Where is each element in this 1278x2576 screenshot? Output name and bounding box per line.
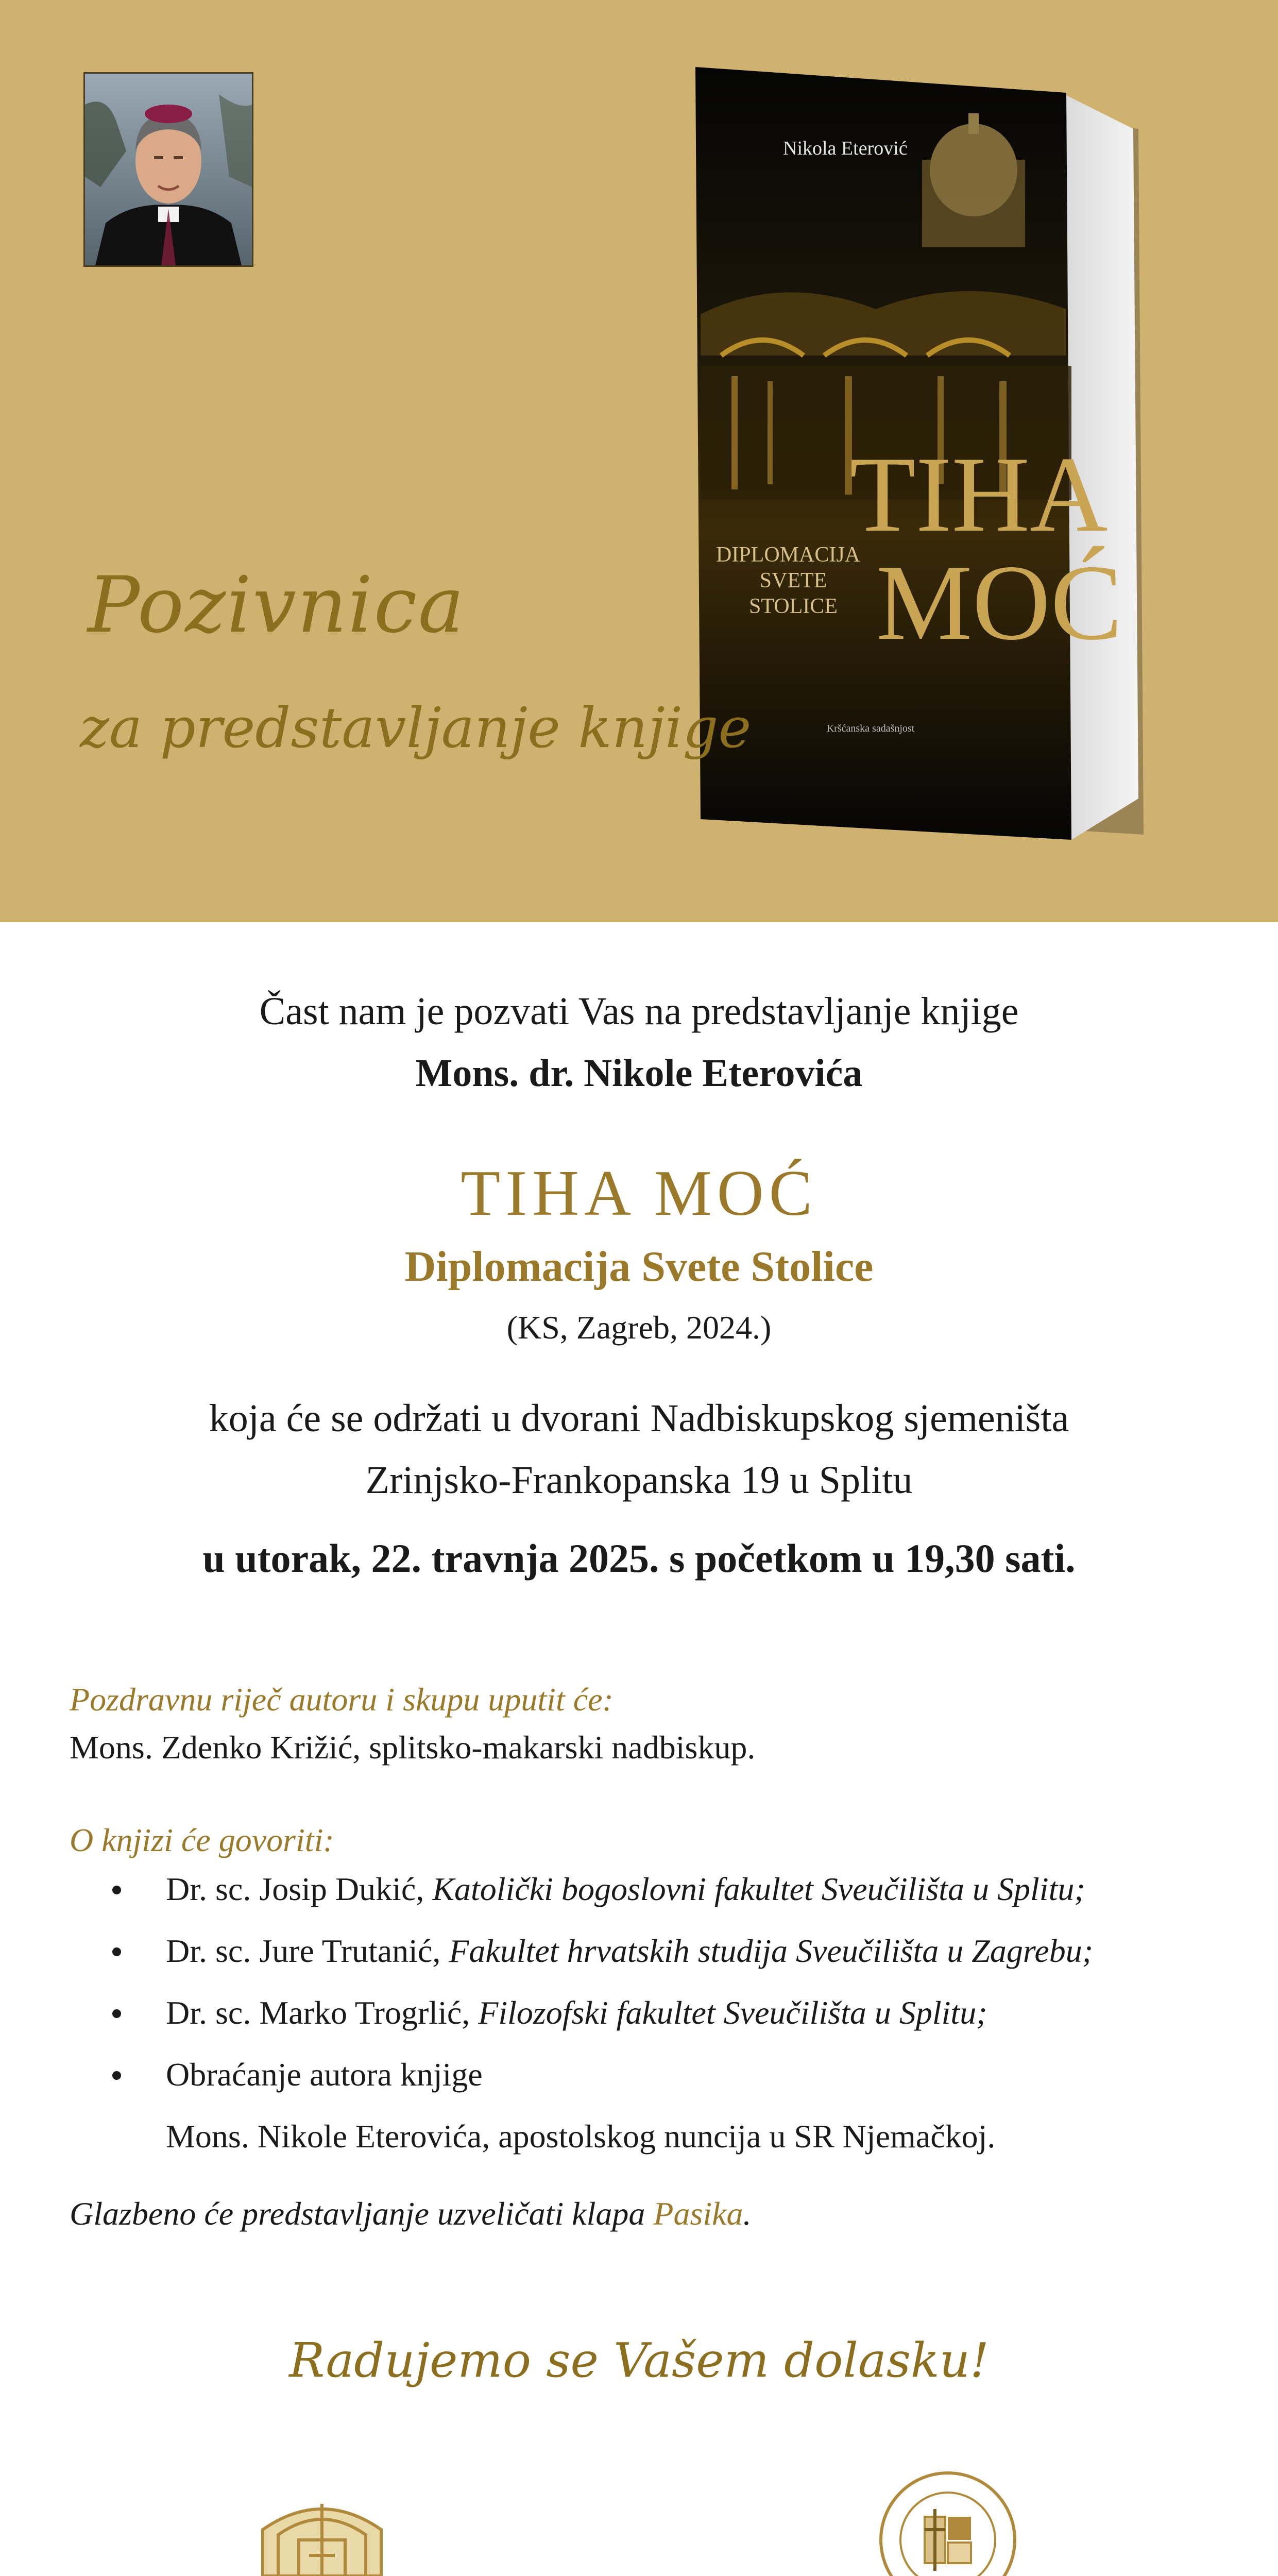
cover-title-line1: TIHA bbox=[849, 435, 1108, 554]
cover-subtitle-line3: STOLICE bbox=[749, 595, 838, 618]
faculty-seal-logo bbox=[876, 2468, 1020, 2576]
speaker-name: Dr. sc. Josip Dukić, bbox=[166, 1871, 433, 1907]
intro-text: Čast nam je pozvati Vas na predstavljanje knjige bbox=[259, 990, 1019, 1033]
cover-subtitle-line2: SVETE bbox=[759, 569, 827, 592]
author-address-line-2: Mons. Nikole Eterovića, apostolskog nuncija u SR Njemačkoj. bbox=[166, 2118, 996, 2155]
archdiocese-logo bbox=[247, 2483, 397, 2576]
venue-line-1: koja će se održati u dvorani Nadbiskupskog sjemeništa bbox=[209, 1397, 1069, 1440]
event-date: u utorak, 22. travnja 2025. s početkom u 19,30 sati. bbox=[202, 1536, 1076, 1581]
speaker-affiliation: Fakultet hrvatskih studija Sveučilišta u Zagrebu; bbox=[449, 1933, 1094, 1969]
author-portrait bbox=[83, 72, 253, 267]
bullet-icon bbox=[112, 1886, 121, 1894]
speaker-name: Dr. sc. Jure Trutanić, bbox=[166, 1933, 449, 1969]
welcome-message: Radujemo se Vašem dolasku! bbox=[289, 2333, 989, 2388]
speakers-heading: O knjizi će govoriti: bbox=[70, 1822, 334, 1858]
speaker-affiliation: Katolički bogoslovni fakultet Sveučilišta u Splitu; bbox=[432, 1871, 1085, 1907]
speaker-name: Dr. sc. Marko Trogrlić, bbox=[166, 1994, 479, 2031]
book-title: TIHA MOĆ bbox=[461, 1158, 817, 1229]
greeting-heading: Pozdravnu riječ autoru i skupu uputit će: bbox=[70, 1681, 614, 1718]
music-end: . bbox=[743, 2195, 752, 2232]
greeting-text: Mons. Zdenko Križić, splitsko-makarski nadbiskup. bbox=[70, 1729, 756, 1766]
venue-line-2: Zrinjsko-Frankopanska 19 u Splitu bbox=[365, 1459, 913, 1502]
cover-publisher: Kršćanska sadašnjost bbox=[826, 723, 915, 734]
portrait-image bbox=[85, 74, 252, 265]
author-name: Mons. dr. Nikole Eterovića bbox=[415, 1052, 863, 1095]
book-subtitle: Diplomacija Svete Stolice bbox=[404, 1243, 874, 1291]
cover-subtitle-line1: DIPLOMACIJA bbox=[715, 543, 861, 567]
invitation-title: Pozivnica bbox=[88, 561, 465, 650]
music-note bbox=[70, 2195, 752, 2233]
bullet-icon bbox=[112, 2071, 121, 2080]
publication-info: (KS, Zagreb, 2024.) bbox=[506, 1309, 772, 1346]
ensemble-name: Pasika bbox=[653, 2195, 743, 2232]
bullet-icon bbox=[112, 1947, 121, 1956]
music-text: Glazbeno će predstavljanje uzveličati klapa bbox=[70, 2195, 654, 2232]
bullet-icon bbox=[112, 2009, 121, 2018]
cover-title-line2: MOĆ bbox=[876, 543, 1123, 663]
book-cover-image bbox=[690, 67, 1154, 850]
cover-author: Nikola Eterović bbox=[783, 138, 908, 159]
invitation-subtitle: za predstavljanje knjige bbox=[80, 696, 752, 760]
speaker-affiliation: Filozofski fakultet Sveučilišta u Splitu; bbox=[478, 1994, 987, 2031]
header-banner bbox=[0, 0, 1278, 922]
author-address-line-1: Obraćanje autora knjige bbox=[166, 2056, 483, 2093]
